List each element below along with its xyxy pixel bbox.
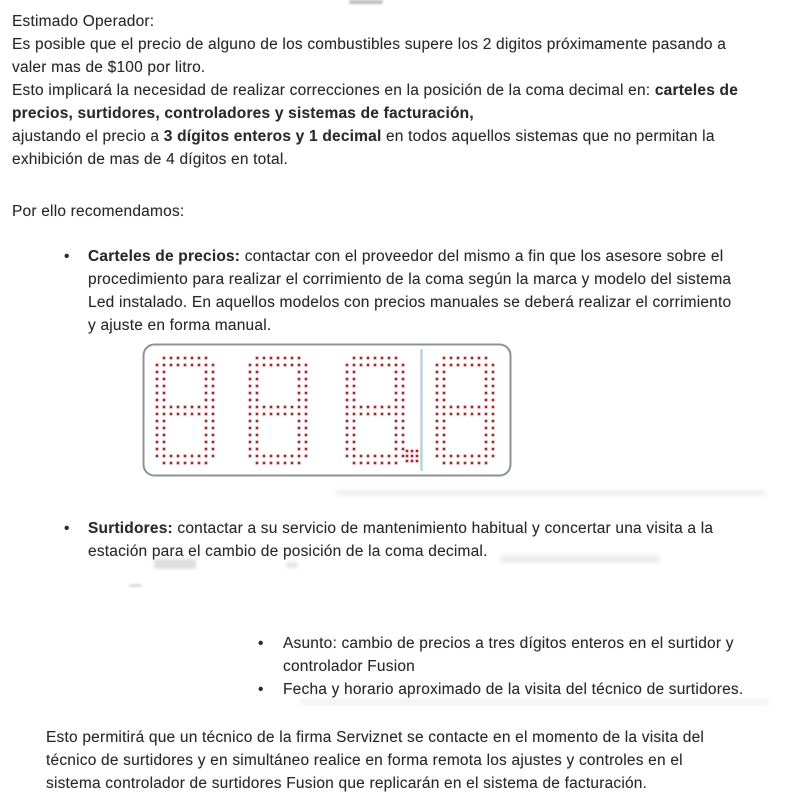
text-line: Led instalado. En aquellos modelos con precios manuales se deberá realizar el corrimiento [88,294,732,311]
text-line: técnico de surtidores y en simultáneo realice en forma remota los ajustes y controles en el [46,752,683,769]
sub-bullet-item-asunto [12,632,800,678]
text-line: estación para el cambio de posición de la coma decimal. [88,543,488,560]
bullet-icon: • [258,635,264,652]
bullet-item-carteles-de-precios [12,245,800,337]
led-price-sign [142,343,512,477]
text-line: controlador Fusion [283,658,415,675]
text-line: Estimado Operador: [12,13,155,30]
recommendation-heading: Por ello recomendamos: [12,203,185,220]
text-line: Es posible que el precio de alguno de los combustibles supere los 2 digitos próximamente pasando a [12,36,727,53]
text-line: procedimiento para realizar el corrimiento de la coma según la marca y modelo del sistema [88,271,732,288]
text-line: exhibición de mas de 4 dígitos en total. [12,151,288,168]
text-line: Asunto: cambio de precios a tres dígitos enteros en el surtidor y [283,635,734,652]
text-line: Esto implicará la necesidad de realizar correcciones en la posición de la coma decimal en: carteles de [12,82,739,99]
text-line: Fecha y horario aproximado de la visita del técnico de surtidores. [283,681,744,698]
text-line: ajustando el precio a 3 dígitos enteros y 1 decimal en todos aquellos sistemas que no permitan la [12,128,715,145]
text-line: y ajuste en forma manual. [88,317,272,334]
sub-bullet-text [283,632,800,678]
bullet-item-surtidores [12,517,800,563]
sub-bullet-list [12,632,800,701]
text-line: Surtidores: contactar a su servicio de mantenimiento habitual y concertar una visita a la [88,520,714,537]
text-line: valer mas de $100 por litro. [12,59,206,76]
led-display-svg [142,343,512,477]
bullet-icon: • [258,681,264,698]
closing-paragraph [12,726,800,795]
sub-bullet-text [283,678,800,701]
text-line: Esto permitirá que un técnico de la firma Serviznet se contacte en el momento de la visita del [46,729,705,746]
text-line: sistema controlador de surtidores Fusion que replicarán en el sistema de facturación. [46,775,648,792]
bullet-text [88,245,800,337]
intro-paragraph [12,10,800,171]
sub-bullet-item-fecha [12,678,800,701]
bullet-text [88,517,800,563]
bullet-icon: • [64,248,70,265]
bullet-icon: • [64,520,70,537]
text-line: Carteles de precios: contactar con el proveedor del mismo a fin que los asesore sobre el [88,248,724,265]
text-line: precios, surtidores, controladores y sistemas de facturación, [12,105,474,122]
